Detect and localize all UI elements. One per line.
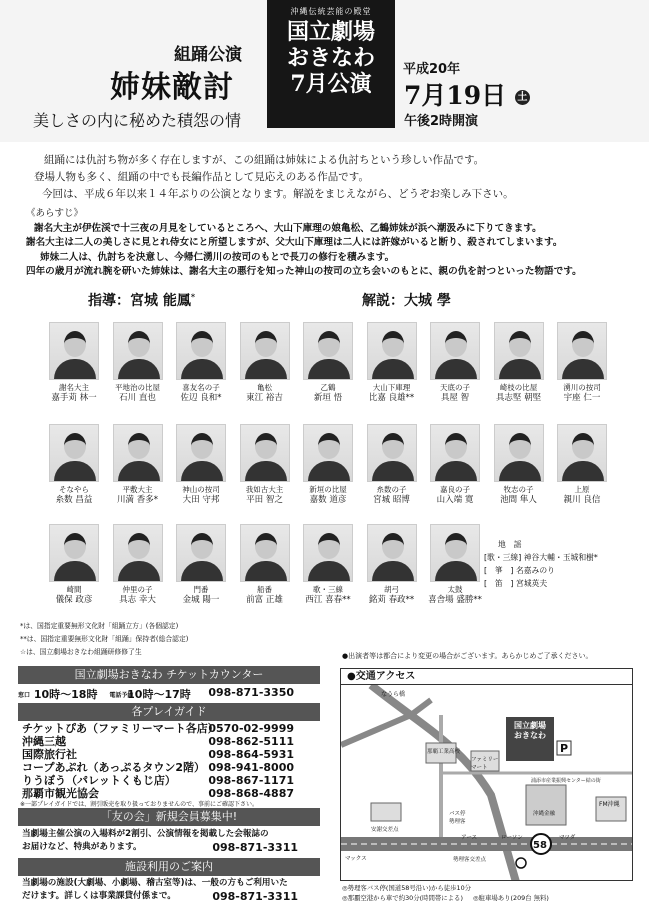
cast-member	[554, 424, 610, 506]
cast-actor: 宇座 仁一	[563, 393, 601, 403]
cast-actor: 大田 守邦	[182, 495, 220, 505]
cast-member	[300, 524, 356, 606]
cast-actor: 比嘉 良雄**	[368, 393, 415, 403]
cast-member	[46, 524, 102, 606]
cast-photo	[49, 322, 99, 380]
cast-role: 太鼓	[447, 585, 463, 594]
cast-photo	[240, 524, 290, 582]
notes	[20, 620, 188, 659]
play-title: 姉妹敵討	[110, 70, 234, 105]
box-line1: 国立劇場	[286, 19, 375, 45]
cast-member	[427, 524, 483, 606]
cast-actor: 平田 智之	[246, 495, 283, 505]
ticket-hours	[18, 686, 320, 702]
facility-line: だけます。詳しくは事業課貸付係まで。	[22, 891, 176, 901]
cast-member	[237, 524, 293, 606]
direction-text: 指導：宮城 能鳳	[88, 293, 191, 309]
cast-actor: 儀保 政彦	[55, 595, 93, 605]
guide-row	[22, 722, 320, 736]
cast-role: 崎枝の比屋	[499, 383, 538, 392]
facility-heading: 施設利用のご案内	[18, 858, 320, 876]
guide-phone: 0570-02-9999	[208, 722, 294, 735]
synopsis	[26, 207, 638, 280]
cast-role: 歌・三線	[313, 585, 343, 594]
cast-member	[110, 424, 166, 506]
guide-phone: 098-941-8000	[208, 760, 294, 774]
cast-member	[237, 424, 293, 506]
cast-actor: 宮城 昭博	[373, 495, 410, 505]
map-label: 沖縄金融	[533, 811, 556, 817]
map-label: マツダ	[559, 835, 576, 841]
direction-credit	[88, 290, 195, 310]
cast-role: 門番	[193, 585, 209, 594]
cast-actor: 喜舎場 盛勝**	[428, 595, 482, 605]
direction-mark: *	[190, 291, 196, 302]
change-notice: ●出演者等は都合により変更の場合がございます。あらかじめご了承ください。	[342, 652, 593, 660]
cast-role: 天底の子	[440, 383, 470, 392]
map-label: マックス	[345, 856, 367, 862]
guide-name: 国際旅行社	[22, 747, 77, 761]
cast-member	[237, 322, 293, 404]
map-label: 勢理客	[449, 819, 466, 825]
header	[0, 0, 649, 142]
cast-member	[173, 322, 229, 404]
cast-member	[300, 424, 356, 506]
cast-photo	[367, 524, 417, 582]
building-5	[371, 803, 401, 821]
guide-name: チケットぴあ（ファミリーマート各店）	[22, 722, 219, 735]
cast-actor: 具志 幸大	[119, 595, 156, 605]
cast-role: 大山下庫理	[372, 383, 411, 392]
synopsis-line: 謝名大主が伊佐渓で十三夜の月見をしているところへ、大山下庫理の娘亀松、乙鶴姉妹が浜へ潮汲みに下りてきます。	[34, 222, 542, 234]
synopsis-line: 四年の歳月が流れ腕を研いた姉妹は、謝名大主の悪行を知った神山の按司の立ち会いのもとに、親の仇を討つといった物語です。	[26, 266, 582, 278]
cast-member	[110, 524, 166, 606]
cast-role: 我如古大主	[245, 485, 284, 494]
ticket-phone: 098-871-3350	[208, 686, 294, 699]
building-3	[526, 785, 566, 825]
cast-role: 湧川の按司	[563, 383, 601, 392]
synopsis-line: 謝名大主は二人の美しさに見とれ侍女にと所望しますが、父大山下庫理は二人には許嫁がいると断り、殺されてしまいます。	[26, 237, 563, 249]
counter-hours: 10時〜18時	[33, 688, 98, 701]
cast-member	[491, 322, 547, 404]
cast-member	[173, 524, 229, 606]
box-line3: 7月公演	[290, 71, 372, 97]
cast-member	[364, 322, 420, 404]
cast-photo	[303, 524, 353, 582]
guide-row	[22, 774, 320, 788]
map-label: 那覇工業高校	[427, 749, 461, 755]
cast-actor: 新垣 悟	[313, 393, 343, 403]
guide-phone: 098-868-4887	[208, 786, 294, 800]
guide-row	[22, 735, 320, 749]
cast-actor: 具屋 智	[440, 393, 470, 403]
cast-actor: 石川 直也	[119, 393, 156, 403]
guide-name: 沖縄三越	[22, 734, 66, 748]
map-label: ローソン	[501, 835, 523, 841]
cast-member	[364, 524, 420, 606]
map-label: ファミリーマート	[471, 757, 499, 771]
route-58-label: 58	[533, 840, 547, 851]
guide-name: りうぼう（パレットくもじ店）	[22, 773, 176, 787]
map-label: 勢理客交差点	[453, 857, 487, 863]
member-text	[22, 828, 322, 854]
cast-actor: 佐辺 良和*	[180, 393, 222, 403]
cast-role: 亀松	[257, 383, 272, 392]
performance-time: 午後2時開演	[404, 114, 479, 129]
access-info	[342, 883, 549, 903]
chiho-line: [歌・三線] 神谷大輔・玉城和樹*	[484, 553, 598, 562]
date-text: 7月19日	[404, 81, 507, 110]
cast-photo	[430, 424, 480, 482]
box-line2: おきなわ	[286, 45, 375, 71]
member-line: 当劇場主催公演の入場料が2割引、公演情報を掲載した会報誌の	[22, 829, 269, 839]
cast-member	[364, 424, 420, 506]
cast-photo	[113, 524, 163, 582]
cast-photo	[367, 322, 417, 380]
cast-role: 糸数の子	[376, 485, 407, 494]
cast-role: そなやら	[59, 485, 89, 494]
cast-member	[491, 424, 547, 506]
cast-role: 神山の按司	[182, 485, 220, 494]
weekday-circle: 土	[515, 90, 530, 105]
cast-photo	[176, 524, 226, 582]
guide-phone: 098-864-5931	[208, 747, 294, 761]
genre-label: 組踊公演	[174, 45, 242, 65]
performance-date	[404, 76, 530, 112]
cast-actor: 嘉数 道彦	[309, 495, 347, 505]
synopsis-label: 《あらすじ》	[26, 208, 84, 219]
cast-role: 謝名大主	[59, 383, 89, 392]
guide-row	[22, 761, 320, 775]
note-line: **は、国指定重要無形文化財「組踊」保持者(総合認定)	[20, 635, 189, 643]
map-label: なうら橋	[381, 691, 406, 698]
cast-photo	[303, 424, 353, 482]
cast-actor: 嘉手苅 林一	[51, 393, 97, 403]
facility-line: 当劇場の施設(大劇場、小劇場、稽古室等)は、一般の方もご利用いた	[22, 878, 288, 888]
cast-role: 牧志の子	[503, 485, 534, 494]
cast-role: 嘉良の子	[440, 485, 470, 494]
play-subtitle: 美しさの内に秘めた積怨の情	[33, 111, 242, 130]
cast-photo	[557, 424, 607, 482]
cast-role: 胡弓	[384, 585, 399, 594]
cast-photo	[176, 424, 226, 482]
cast-photo	[113, 322, 163, 380]
cast-member	[427, 322, 483, 404]
member-heading: 「友の会」新規会員募集中!	[18, 808, 320, 826]
cast-photo	[49, 424, 99, 482]
member-phone: 098-871-3311	[212, 841, 298, 854]
intro-text	[34, 152, 634, 203]
cast-role: 新垣の比屋	[309, 485, 347, 494]
performance-title-box	[267, 0, 395, 128]
ticket-heading: 国立劇場おきなわ チケットカウンター	[18, 666, 320, 684]
cast-actor: 川満 香多*	[117, 495, 158, 505]
member-line: お届けなど、特典があります。	[22, 842, 142, 852]
guides-heading: 各プレイガイド	[18, 703, 320, 721]
access-line: ◎勢理客バス停(国道58号沿い)から徒歩10分	[342, 884, 472, 892]
theater-label	[508, 721, 552, 741]
theater-line: 国立劇場	[514, 721, 546, 730]
access-row	[342, 893, 549, 903]
cast-actor: 糸数 昌益	[55, 495, 93, 505]
chiho-label: 地 謡	[498, 540, 522, 549]
cast-role: 喜友名の子	[182, 383, 220, 392]
cast-actor: 山入端 寛	[436, 495, 474, 505]
cast-member	[173, 424, 229, 506]
note-line: ☆は、国立劇場おきなわ組踊研修修了生	[20, 648, 142, 656]
map-label: バス停	[449, 811, 466, 817]
cast-photo	[557, 322, 607, 380]
cast-member	[46, 322, 102, 404]
cast-actor: 銘苅 春政**	[368, 595, 415, 605]
theater-line: おきなわ	[514, 731, 546, 740]
cast-actor: 具志堅 朝堅	[495, 393, 542, 403]
chiho-line: [ 箏 ] 名嘉みのり	[484, 566, 555, 575]
map-label: アース	[461, 835, 478, 841]
map-label: 安謝交差点	[371, 827, 399, 833]
parking-letter: P	[560, 742, 569, 755]
facility-text	[22, 877, 322, 903]
cast-actor: 池間 隼人	[500, 495, 537, 505]
chiho-line: [ 笛 ] 宮城英夫	[484, 579, 548, 588]
cast-role: 崎間	[66, 585, 82, 594]
map-heading: ●交通アクセス	[341, 669, 632, 685]
commentary-credit: 解説：大城 學	[362, 293, 451, 309]
intro-line: 登場人物も多く、組踊の中でも長編作品として見応えのある作品です。	[34, 171, 369, 183]
label-phone: 電話予約	[109, 691, 134, 699]
synopsis-line: 姉妹二人は、仇討ちを決意し、今帰仁湧川の按司のもとで長刀の修行を積みます。	[40, 251, 395, 263]
map-label: 浦添市産業振興センター結の街	[531, 778, 601, 784]
cast-photo	[303, 322, 353, 380]
cast-member	[110, 322, 166, 404]
cast-member	[300, 322, 356, 404]
cast-photo	[113, 424, 163, 482]
cast-photo	[494, 424, 544, 482]
cast-member	[46, 424, 102, 506]
cast-photo	[240, 322, 290, 380]
guide-name: 那覇市観光協会	[22, 786, 99, 800]
cast-photo	[176, 322, 226, 380]
cast-role: 平敷大主	[122, 485, 153, 494]
guide-phone: 098-862-5111	[208, 734, 294, 748]
cast-role: 仲里の子	[122, 585, 153, 594]
cast-member	[427, 424, 483, 506]
label-counter: 窓口	[18, 691, 31, 699]
cast-photo	[367, 424, 417, 482]
cast-actor: 東江 裕吉	[246, 393, 283, 403]
intro-line: 今回は、平成６年以来１４年ぶりの公演となります。解説をまじえながら、どうぞお楽しみ下さい。	[42, 188, 514, 200]
cast-actor: 金城 陽一	[182, 595, 220, 605]
guide-phone: 098-867-1171	[208, 773, 294, 787]
guide-name: コープあぷれ（あっぷるタウン2階）	[22, 760, 205, 774]
map-label: FM沖縄	[599, 801, 620, 808]
intro-line: 組踊には仇討ち物が多く存在しますが、この組踊は姉妹による仇討ちという珍しい作品です。	[44, 154, 485, 166]
phone-hours: 10時〜17時	[127, 688, 191, 701]
cast-photo	[430, 524, 480, 582]
chiho-block	[484, 538, 598, 590]
guides-note: ※一部プレイガイドでは、割引販売を取り扱っておりませんので、事前にご確認下さい。	[20, 801, 259, 808]
access-line: ◎那覇空港から車で約30分(時間帯による)	[342, 894, 463, 902]
guide-row	[22, 748, 320, 762]
cast-actor: 西江 喜春**	[305, 595, 351, 605]
box-subtitle: 沖縄伝統芸能の殿堂	[290, 7, 372, 16]
access-map	[340, 668, 633, 881]
cast-role: 平地治の比屋	[115, 383, 160, 392]
cast-photo	[49, 524, 99, 582]
cast-photo	[430, 322, 480, 380]
cast-photo	[240, 424, 290, 482]
performance-era: 平成20年	[403, 62, 461, 77]
facility-phone: 098-871-3311	[212, 890, 298, 903]
cast-role: 乙鶴	[320, 383, 336, 392]
cast-member	[554, 322, 610, 404]
access-line: ◎駐車場あり(209台 無料)	[473, 894, 549, 902]
note-line: *は、国指定重要無形文化財「組踊立方」(各個認定)	[20, 622, 179, 630]
cast-actor: 親川 良信	[563, 495, 601, 505]
cast-actor: 前富 正雄	[246, 595, 283, 605]
cast-role: 上原	[574, 485, 590, 494]
cast-role: 船番	[257, 585, 272, 594]
cast-photo	[494, 322, 544, 380]
